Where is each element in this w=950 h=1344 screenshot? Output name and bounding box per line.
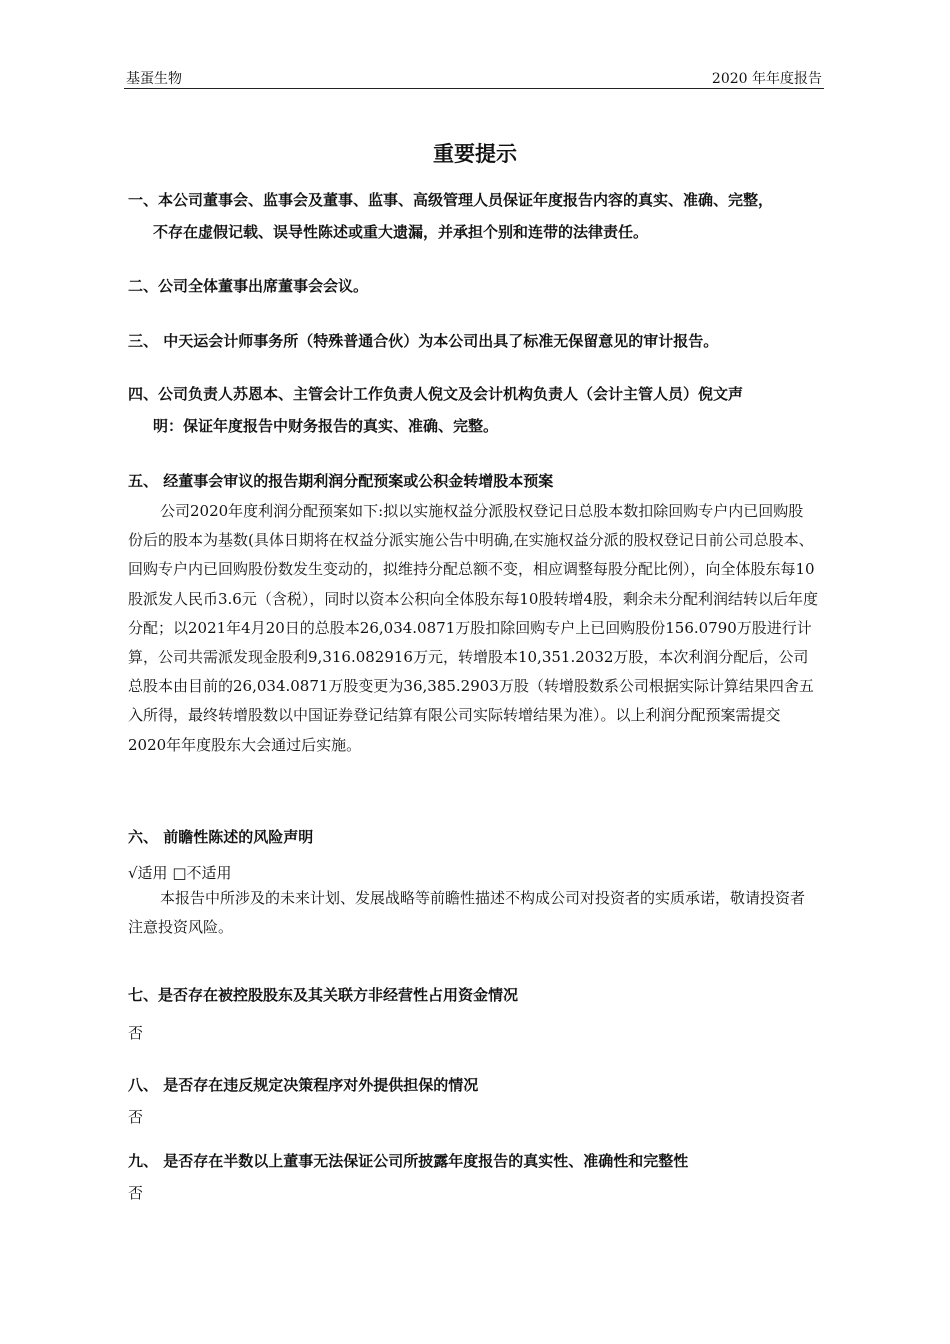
section-9-answer: 否 — [128, 1184, 144, 1202]
page-title: 重要提示 — [433, 142, 517, 166]
section-6-heading: 六、 前瞻性陈述的风险声明 — [128, 828, 314, 846]
section-8-heading: 八、 是否存在违反规定决策程序对外提供担保的情况 — [128, 1076, 479, 1094]
section-7-heading: 七、是否存在被控股股东及其关联方非经营性占用资金情况 — [128, 986, 519, 1004]
section-1-line-2: 不存在虚假记载、误导性陈述或重大遗漏，并承担个别和连带的法律责任。 — [153, 223, 649, 241]
section-4-line-1: 四、公司负责人苏恩本、主管会计工作负责人倪文及会计机构负责人（会计主管人员）倪文声 — [128, 385, 744, 403]
section-5-body — [128, 497, 818, 760]
section-1-line-1: 一、本公司董事会、监事会及董事、监事、高级管理人员保证年度报告内容的真实、准确、完整， — [128, 191, 774, 209]
header-report-title: 2020 年年度报告 — [711, 71, 822, 87]
section-6-body — [128, 884, 818, 942]
section-5-text: 公司2020年度利润分配预案如下:拟以实施权益分派股权登记日总股本数扣除回购专户内已回购股份后的股本为基数(具体日期将在权益分派实施公告中明确,在实施权益分派的股权登记日前公司总股本、回购专户内已回购股份数发生变动的，拟维持分配总额不变，相应调整每股分配比例），向全体股东每10股派发人民币3.6元（含税），同时以资本公积向全体股东每10股转增4股，剩余未分配利润结转以后年度分配；以2021年4月20日的总股本26,034.0871万股扣除回购专户上已回购股份156.0790万股进行计算，公司共需派发现金股利9,316.082916万元，转增股本10,351.2032万股，本次利润分配后，公司总股本由目前的26,034.0871万股变更为36,385.2903万股（转增股数系公司根据实际计算结果四舍五入所得，最终转增股数以中国证券登记结算有限公司实际转增结果为准）。以上利润分配预案需提交2020年年度股东大会通过后实施。 — [128, 502, 818, 754]
section-9-heading: 九、 是否存在半数以上董事无法保证公司所披露年度报告的真实性、准确性和完整性 — [128, 1152, 689, 1170]
header-company-name: 基蛋生物 — [126, 71, 182, 87]
section-8-answer: 否 — [128, 1108, 144, 1126]
section-6-text: 本报告中所涉及的未来计划、发展战略等前瞻性描述不构成公司对投资者的实质承诺，敬请投资者注意投资风险。 — [128, 889, 806, 937]
section-3: 三、 中天运会计师事务所（特殊普通合伙）为本公司出具了标准无保留意见的审计报告。 — [128, 332, 719, 350]
section-5-heading: 五、 经董事会审议的报告期利润分配预案或公积金转增股本预案 — [128, 472, 554, 490]
header-divider — [124, 88, 824, 89]
section-7-answer: 否 — [128, 1024, 144, 1042]
section-2: 二、公司全体董事出席董事会会议。 — [128, 277, 369, 295]
section-4-line-2: 明：保证年度报告中财务报告的真实、准确、完整。 — [153, 417, 499, 435]
section-4 — [128, 378, 828, 442]
applicability-options: √适用 □不适用 — [128, 864, 232, 882]
section-1 — [128, 184, 828, 248]
